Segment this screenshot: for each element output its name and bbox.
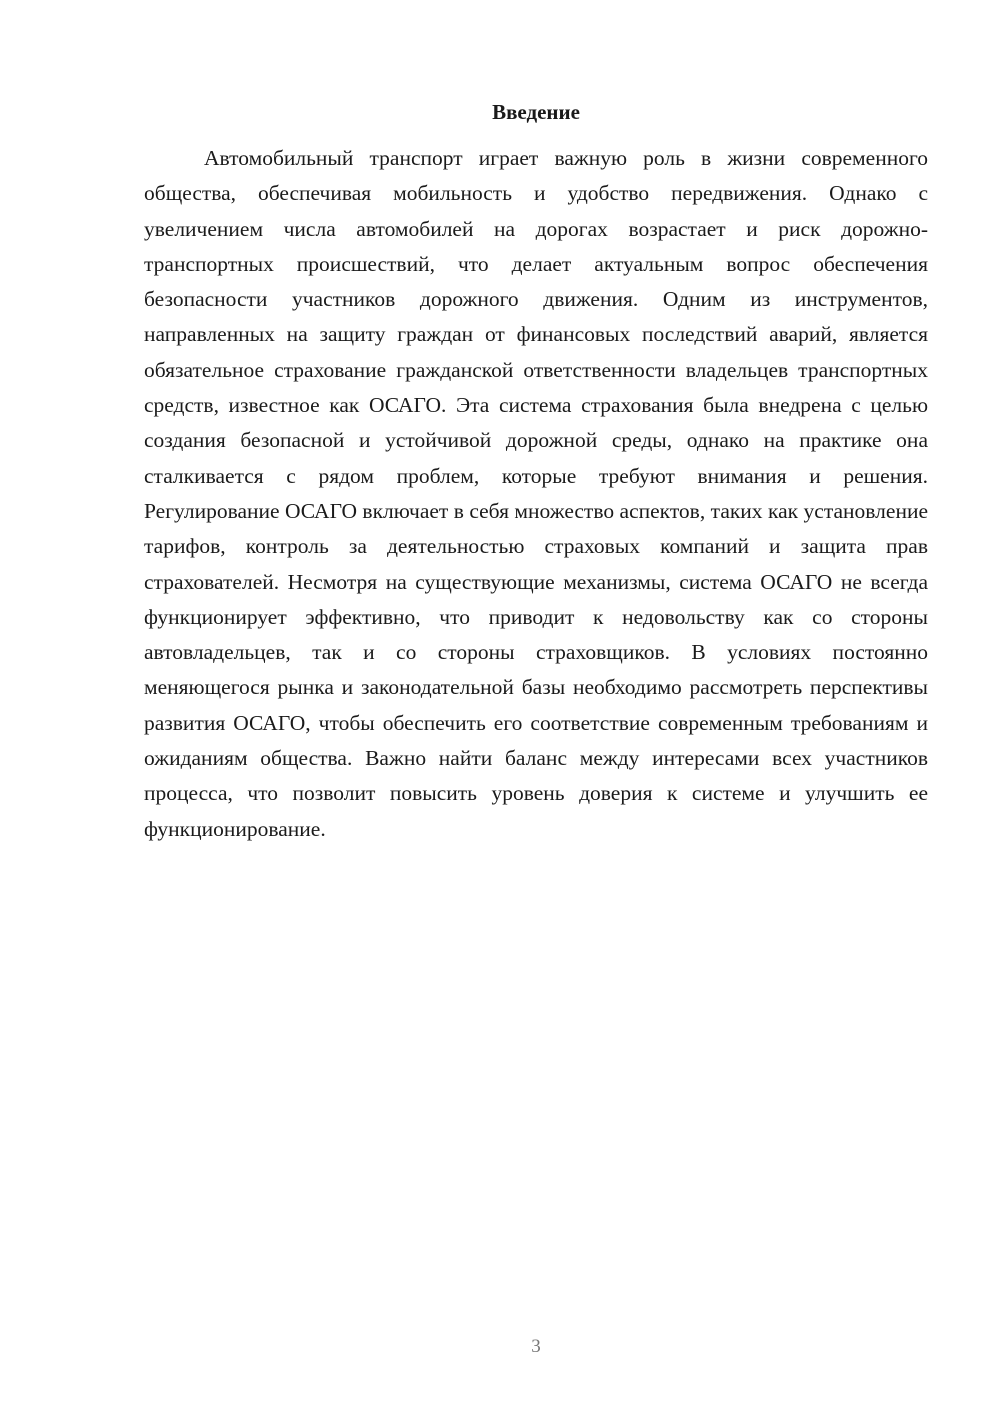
introduction-paragraph: Автомобильный транспорт играет важную роль в жизни современного общества, обеспечивая мобильность и удобство передвижения. Однако с увеличением числа автомобилей на дорогах возрастает и риск дорожно-транспортных происшествий, что делает актуальным вопрос обеспечения безопасности участников дорожного движения. Одним из инструментов, направленных на защиту граждан от финансовых последствий аварий, является обязательное страхование гражданской ответственности владельцев транспортных средств, известное как ОСАГО. Эта система страхования была внедрена с целью создания безопасной и устойчивой дорожной среды, однако на практике она сталкивается с рядом проблем, которые требуют внимания и решения. Регулирование ОСАГО включает в себя множество аспектов, таких как установление тарифов, контроль за деятельностью страховых компаний и защита прав страхователей. Несмотря на существующие механизмы, система ОСАГО не всегда функционирует эффективно, что приводит к недовольству как со стороны автовладельцев, так и со стороны страховщиков. В условиях постоянно меняющегося рынка и законодательной базы необходимо рассмотреть перспективы развития ОСАГО, чтобы обеспечить его соответствие современным требованиям и ожиданиям общества. Важно найти баланс между интересами всех участников процесса, что позволит повысить уровень доверия к системе и улучшить ее функционирование. [144, 146, 928, 841]
section-heading: Введение [492, 100, 580, 124]
page-number: 3 [531, 1336, 541, 1357]
